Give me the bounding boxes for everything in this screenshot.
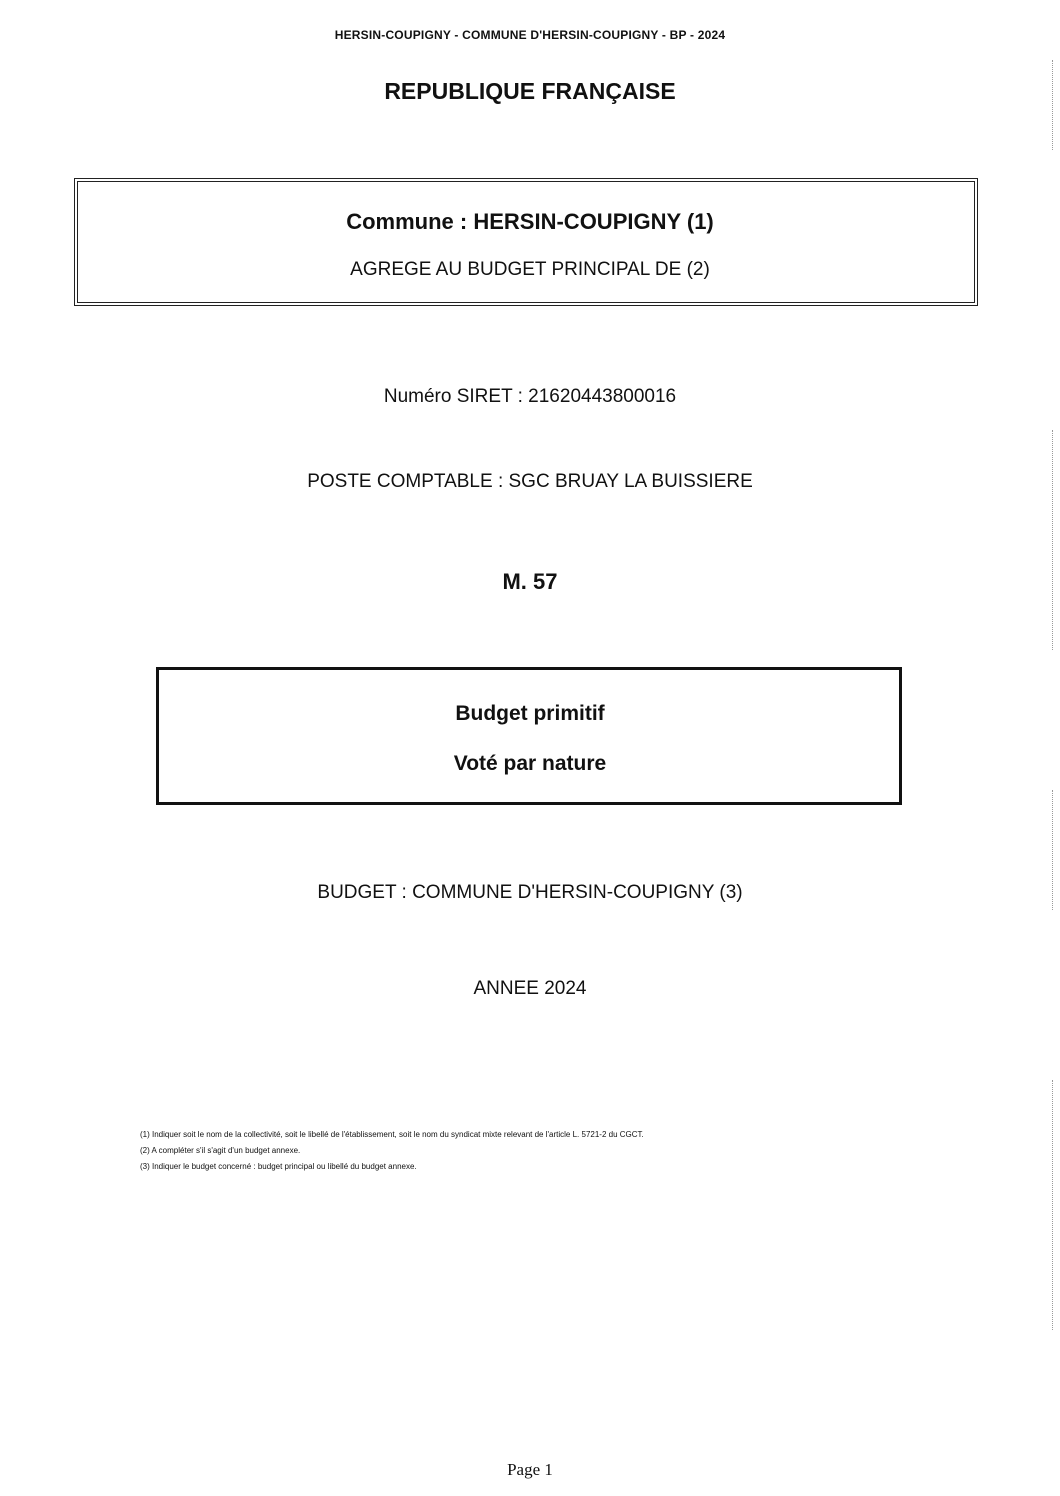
page-number: Page 1 <box>507 1460 553 1479</box>
footnotes <box>140 1127 940 1175</box>
agrege-line: AGREGE AU BUDGET PRINCIPAL DE (2) <box>350 259 710 280</box>
page-title: REPUBLIQUE FRANÇAISE <box>384 78 676 104</box>
poste-comptable: POSTE COMPTABLE : SGC BRUAY LA BUISSIERE <box>307 471 753 492</box>
footnote: (2) A compléter s'il s'agit d'un budget annexe. <box>140 1146 301 1155</box>
budget-line: BUDGET : COMMUNE D'HERSIN-COUPIGNY (3) <box>317 882 743 903</box>
footnote: (3) Indiquer le budget concerné : budget principal ou libellé du budget annexe. <box>140 1162 417 1171</box>
commune-label: Commune : <box>346 209 468 234</box>
year: ANNEE 2024 <box>473 978 587 999</box>
commune-name: HERSIN-COUPIGNY (1) <box>473 209 714 234</box>
scan-artifact <box>1052 790 1054 910</box>
siret-number: Numéro SIRET : 21620443800016 <box>383 386 677 407</box>
nomenclature: M. 57 <box>502 569 558 594</box>
commune-heading <box>0 209 1060 235</box>
budget-box <box>156 667 902 805</box>
budget-type: Budget primitif <box>455 702 605 725</box>
running-header: HERSIN-COUPIGNY - COMMUNE D'HERSIN-COUPIGNY - BP - 2024 <box>334 28 726 42</box>
vote-mode: Voté par nature <box>453 752 607 775</box>
commune-box <box>74 178 978 306</box>
footnote: (1) Indiquer soit le nom de la collectivité, soit le libellé de l'établissement, soit le nom du syndicat mixte relevant de l'article L. 5721-2 du CGCT. <box>140 1130 644 1139</box>
scan-artifact <box>1052 60 1054 150</box>
scan-artifact <box>1052 1080 1054 1330</box>
scan-artifact <box>1052 430 1054 650</box>
